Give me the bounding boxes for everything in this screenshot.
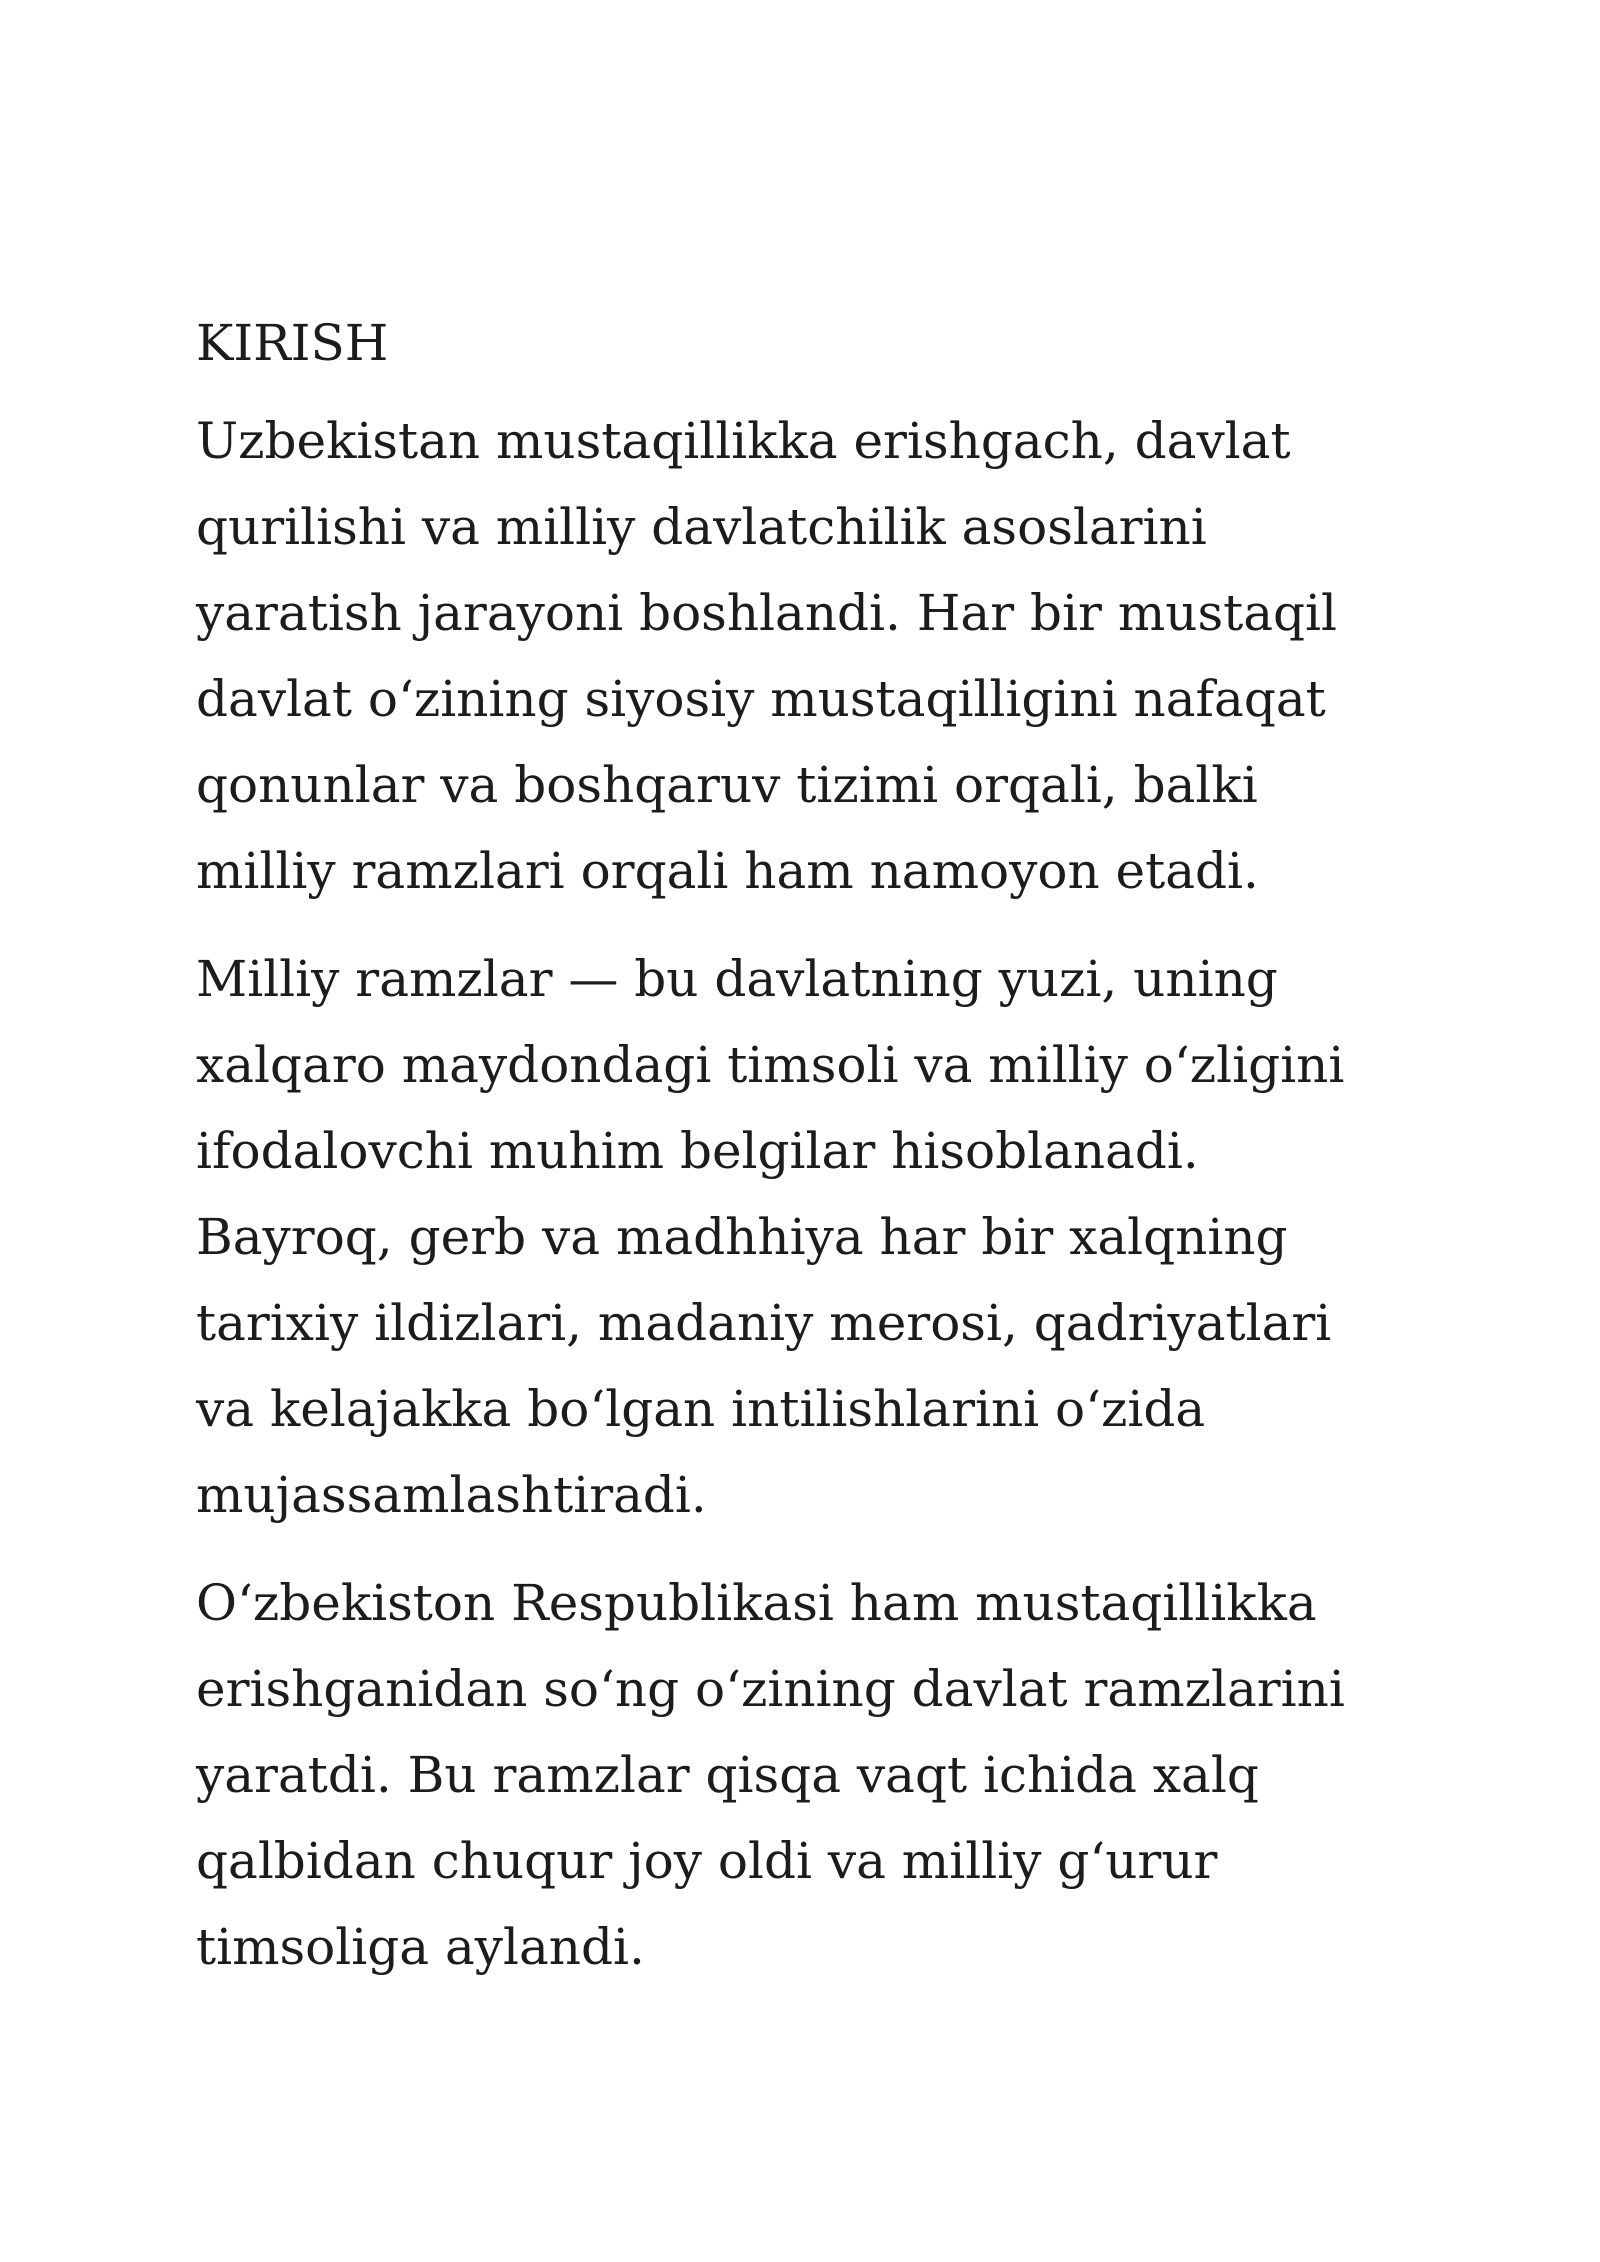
text-line: qurilishi va milliy davlatchilik asoslarini bbox=[196, 498, 1207, 556]
text-line: mujassamlashtiradi. bbox=[196, 1466, 707, 1524]
text-line: yaratdi. Bu ramzlar qisqa vaqt ichida xalq bbox=[196, 1746, 1259, 1804]
text-line: Uzbekistan mustaqillikka erishgach, davlat bbox=[196, 412, 1291, 470]
text-line: erishganidan so‘ng o‘zining davlat ramzlarini bbox=[196, 1660, 1345, 1718]
text-line: ifodalovchi muhim belgilar hisoblanadi. bbox=[196, 1122, 1199, 1180]
paragraph-3 bbox=[196, 1560, 1426, 1990]
paragraph-2 bbox=[196, 936, 1426, 1538]
text-line: milliy ramzlari orqali ham namoyon etadi. bbox=[196, 842, 1259, 900]
text-line: yaratish jarayoni boshlandi. Har bir mustaqil bbox=[196, 584, 1337, 642]
text-line: tarixiy ildizlari, madaniy merosi, qadriyatlari bbox=[196, 1294, 1332, 1352]
text-line: davlat o‘zining siyosiy mustaqilligini nafaqat bbox=[196, 670, 1326, 728]
text-line: xalqaro maydondagi timsoli va milliy o‘zligini bbox=[196, 1036, 1345, 1094]
text-line: Milliy ramzlar — bu davlatning yuzi, uning bbox=[196, 950, 1278, 1008]
text-line: timsoliga aylandi. bbox=[196, 1918, 645, 1976]
text-line: qonunlar va boshqaruv tizimi orqali, balki bbox=[196, 756, 1258, 814]
text-line: qalbidan chuqur joy oldi va milliy g‘urur bbox=[196, 1832, 1218, 1890]
document-page bbox=[196, 300, 1426, 2012]
text-line: Bayroq, gerb va madhhiya har bir xalqning bbox=[196, 1208, 1288, 1266]
paragraph-1 bbox=[196, 398, 1426, 914]
text-line: va kelajakka bo‘lgan intilishlarini o‘zida bbox=[196, 1380, 1206, 1438]
text-line: O‘zbekiston Respublikasi ham mustaqillikka bbox=[196, 1574, 1317, 1632]
section-heading: KIRISH bbox=[196, 314, 389, 372]
